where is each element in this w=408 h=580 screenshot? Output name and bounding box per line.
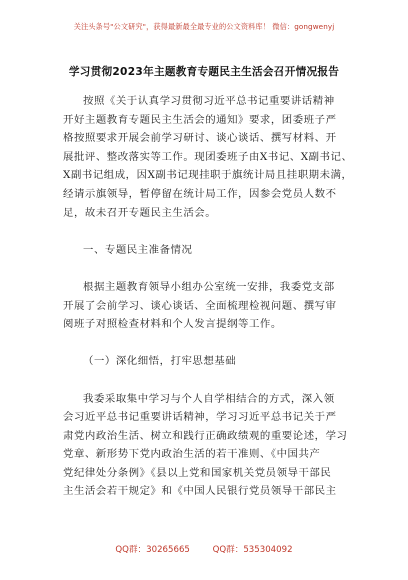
footer-qq-group-1: QQ群：30265665 [115,545,190,555]
text-line: 会习近平总书记重要讲话精神，学习习近平总书记关于严 [63,411,337,424]
text-line: X副书记组成，因X副书记现挂职于旗统计局且挂职期未满， [63,169,353,182]
paragraph-gap [63,334,351,353]
text-line: 经请示旗领导，暂停留在统计局工作，因参会党员人数不 [63,187,337,200]
text-line: 主生活会若干规定》和《中国人民银行党员领导干部民主 [63,485,337,498]
paragraph-gap [63,222,351,241]
text-line: 根据主题教育领导小组办公室统一安排，我委党支部 [83,280,335,293]
footer-contact [0,543,408,555]
text-line: 党章、新形势下党内政治生活的若干准则、《中国共产 [63,448,321,461]
text-line: 我委采取集中学习与个人自学相结合的方式，深入领 [83,392,335,405]
text-line: 展批评、整改落实等工作。现团委班子由X书记、X副书记、 [63,150,353,163]
text-line: 按照《关于认真学习贯彻习近平总书记重要讲话精神 [83,95,335,107]
text-line: 开展了会前学习、谈心谈话、全面梳理检视问题、撰写审 [63,299,337,312]
document-body [63,92,351,501]
subsection-heading: （一）深化细悟，打牢思想基础 [83,355,237,368]
document-title: 学习贯彻2023年主题教育专题民主生活会召开情况报告 [68,66,340,78]
text-line: 肃党内政治生活、树立和践行正确政绩观的重要论述，学习 [63,429,348,442]
paragraph-gap [63,259,351,278]
header-banner: 关注头条号"公文研究"，获得最新最全最专业的公文资料库！ 微信：gongwenyj [73,22,335,31]
footer-qq-group-2: QQ群：535304092 [212,545,293,555]
paragraph-gap [63,371,351,390]
text-line: 阅班子对照检查材料和个人发言提纲等工作。 [63,318,282,331]
text-line: 格按照要求开展会前学习研讨、谈心谈话、撰写材料、开 [63,132,337,145]
text-line: 足，故未召开专题民主生活会。 [63,206,217,219]
text-line: 开好主题教育专题民主生活会的通知》要求，团委班子严 [63,113,337,126]
text-line: 党纪律处分条例》《县以上党和国家机关党员领导干部民 [63,466,332,479]
section-heading: 一、专题民主准备情况 [83,243,193,256]
